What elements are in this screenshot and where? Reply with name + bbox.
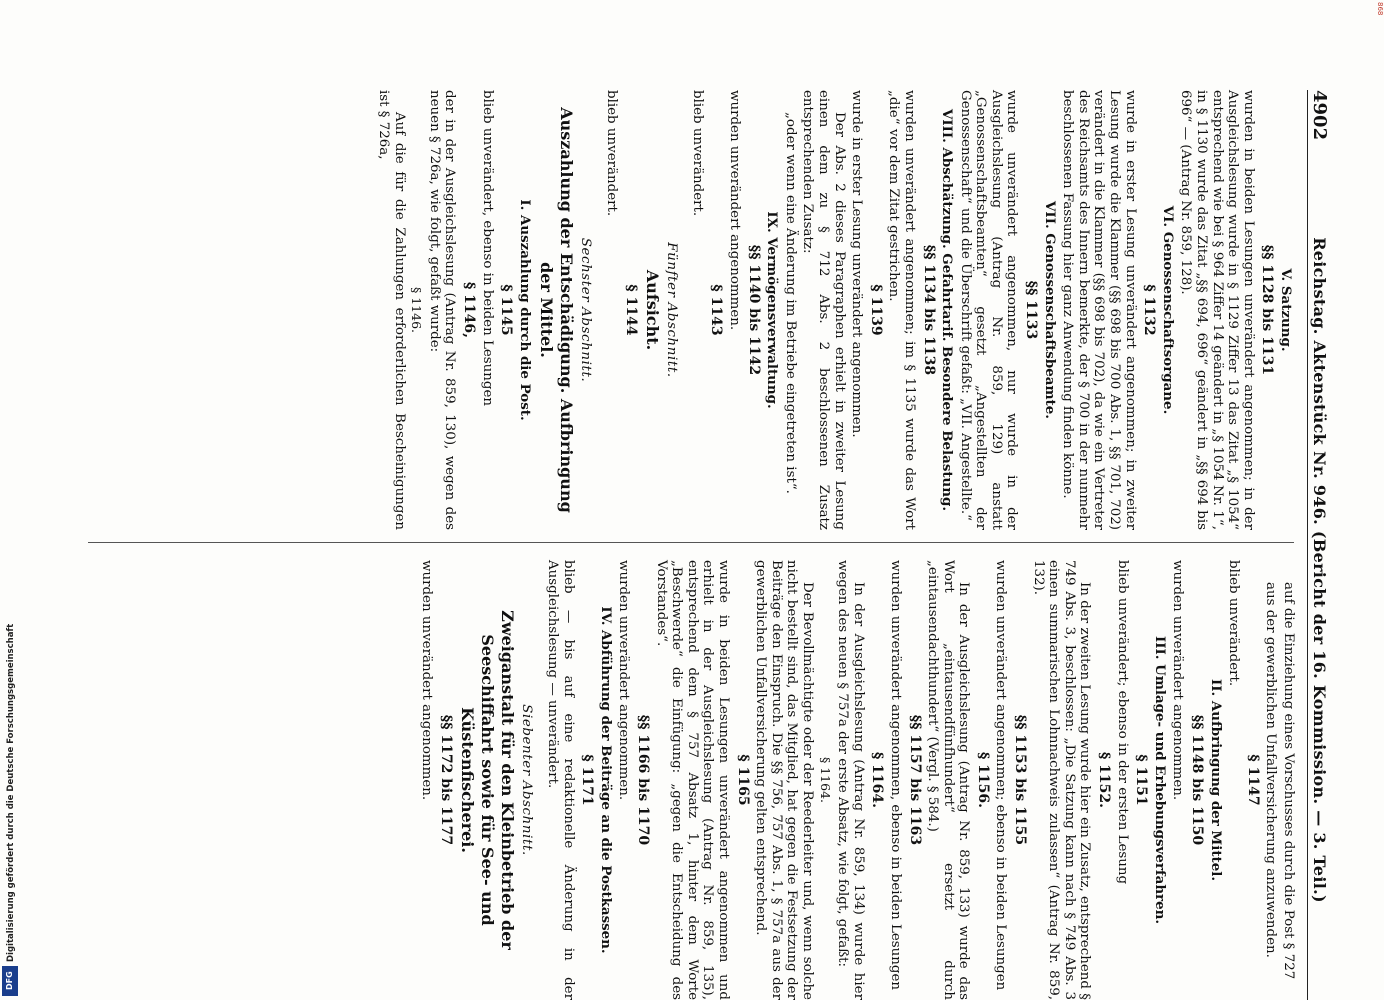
- paragraph: Der Abs. 2 dieses Paragraphen erhielt in zweiter Lesung einen dem zu § 712 Abs. 2 beschlossenen Zusatz entsprechenden Zusatz:: [800, 90, 847, 530]
- chapter-heading: Aufsicht.: [642, 269, 662, 351]
- paragraph: der in der Ausgleichslesung (Antrag Nr. 859, 130), wegen des neuen § 726a, wie folgt, gefaßt wurde:: [426, 90, 458, 530]
- section-heading: VI. Genossenschaftsorgane.: [1159, 205, 1176, 415]
- paragraph-number: § 1147: [1244, 754, 1261, 806]
- section-heading: III. Umlage- und Erhebungsverfahren.: [1151, 635, 1168, 925]
- paragraph: aus der gewerblichen Unfallversicherung anzuwenden.: [1263, 582, 1279, 958]
- paragraph-number: § 1146,: [461, 281, 478, 339]
- section-heading: VII. Genossenschaftsbeamte.: [1041, 201, 1058, 419]
- paragraph-number: §§ 1172 bis 1177: [437, 714, 454, 846]
- paragraph-number: § 1144: [622, 284, 639, 336]
- paragraph: wurden unverändert angenommen; im § 1135 wurde das Wort „die“ vor dem Zitat gestrichen.: [886, 90, 917, 530]
- section-heading: II. Aufbringung der Mittel.: [1207, 679, 1224, 881]
- paragraph: auf die Einziehung eines Vorschusses durch die Post § 727: [1281, 582, 1296, 980]
- column-divider: [88, 542, 1294, 543]
- paragraph-number: §§ 1133: [1023, 280, 1040, 340]
- chapter-label: Siebenter Abschnitt.: [519, 704, 535, 856]
- paragraph: blieb — bis auf eine redaktionelle Änderung in der Ausgleichslesung — unverändert.: [545, 560, 576, 1000]
- digitization-margin: [0, 0, 22, 1000]
- paragraph-number: § 1152.: [1096, 751, 1113, 809]
- paragraph: „oder wenn eine Änderung im Betriebe eingetreten ist“.: [782, 112, 798, 494]
- paragraph-number: §§ 1153 bis 1155: [1012, 714, 1029, 846]
- paragraph-number: § 1143: [708, 284, 725, 336]
- paragraph: wurde in erster Lesung unverändert angenommen.: [849, 90, 865, 438]
- paragraph-number: §§ 1166 bis 1170: [635, 714, 652, 846]
- section-heading: V. Satzung.: [1278, 268, 1294, 352]
- chapter-label: Sechster Abschnitt.: [578, 237, 594, 383]
- scan-page-number: 868: [1376, 2, 1384, 16]
- chapter-heading: Auszahlung der Entschädigung. Aufbringung der Mittel.: [536, 107, 576, 513]
- paragraph-number: § 1165: [734, 754, 751, 806]
- paragraph: wurde in erster Lesung unverändert angenommen; in zweiter Lesung wurde die Klammer (§§ 698 bis 700 Abs. 1, §§ 701, 702) verändert in die Klammer (§§ 698 bis 702), da wie ein Vertreter des Reichsamts des Innern bemerkte, der § 700 in der nunmehr beschlossenen Fassung hier ganz Anwendung finden könne.: [1060, 90, 1138, 530]
- paragraph: Der Bevollmächtigte oder der Reederleiter und, wenn solche nicht bestellt sind, das Mitglied, hat gegen die Festsetzung der Beiträge den Einspruch. Die §§ 756, 757 Abs. 1, § 757a aus der gewerblichen Unfallversicherung gelten entsprechend.: [753, 560, 815, 1000]
- paragraph: blieb unverändert.: [689, 90, 705, 217]
- paragraph: wurden unverändert angenommen.: [1170, 560, 1186, 801]
- paragraph: blieb unverändert.: [1226, 560, 1242, 687]
- rotated-page: [70, 90, 1330, 1000]
- section-heading: IX. Vermögensverwaltung.: [764, 211, 781, 409]
- paragraph-number: §§ 1140 bis 1142: [745, 244, 762, 376]
- section-heading: I. Auszahlung durch die Post.: [516, 199, 533, 421]
- paragraph: In der Ausgleichslesung (Antrag Nr. 859, 133) wurde das Wort „eintausendfünfhundert“ ersetzt durch „eintausendachthundert“ (Vergl. § 584.): [925, 560, 972, 1000]
- paragraph-number: §§ 1128 bis 1131: [1259, 244, 1276, 376]
- paragraph: In der Ausgleichslesung (Antrag Nr. 859, 134) wurde hier wegen des neuen § 757a der erste Absatz, wie folgt, gefaßt:: [835, 560, 866, 1000]
- section-heading: IV. Abführung der Beiträge an die Postkassen.: [597, 606, 614, 954]
- paragraph-number: §§ 1157 bis 1163: [906, 714, 923, 846]
- quoted-paragraph-number: § 1164.: [817, 756, 833, 803]
- paragraph: blieb unverändert, ebenso in beiden Lesungen: [479, 90, 495, 407]
- paragraph-number: § 1151: [1133, 754, 1150, 806]
- paragraph: wurden unverändert angenommen.: [419, 560, 435, 801]
- chapter-heading: Zweiganstalt für den Kleinbetrieb der Seeschiffahrt sowie für See- und Küstenfischerei.: [457, 610, 517, 950]
- paragraph-number: §§ 1148 bis 1150: [1189, 714, 1206, 846]
- paragraph-number: § 1132: [1141, 284, 1158, 336]
- left-column: [374, 90, 1297, 530]
- right-column: [417, 560, 1296, 1000]
- paragraph: In der zweiten Lesung wurde hier ein Zusatz, entsprechend § 749 Abs. 3, beschlossen: „Die Satzung kann nach § 749 Abs. 3 einen summarischen Lohnnachweis zulassen“ (Antrag Nr. 859, 132).: [1030, 560, 1093, 1000]
- paragraph-number: § 1145: [498, 284, 515, 336]
- quoted-paragraph-number: § 1146.: [409, 286, 425, 333]
- paragraph: blieb unverändert.: [604, 90, 620, 217]
- paragraph: Auf die für die Zahlungen erforderlichen Bescheinigungen ist § 726a,: [376, 90, 407, 530]
- paragraph-number: § 1156.: [974, 751, 991, 809]
- paragraph-number: § 1139: [867, 284, 884, 336]
- dfg-logo-icon: DFG: [2, 966, 18, 996]
- page-number: 4902: [1308, 90, 1330, 141]
- paragraph: wurden unverändert angenommen, ebenso in beiden Lesungen: [887, 560, 903, 991]
- paragraph: blieb unverändert; ebenso in der ersten Lesung: [1114, 560, 1130, 885]
- paragraph-number: § 1171: [579, 754, 596, 806]
- paragraph-number: §§ 1134 bis 1138: [920, 244, 937, 376]
- paragraph-number: § 1164.: [869, 751, 886, 809]
- paragraph: wurden unverändert angenommen; ebenso in beiden Lesungen: [993, 560, 1009, 991]
- paragraph: wurde in beiden Lesungen unverändert angenommen und erhielt in der Ausgleichslesung (Antrag Nr. 859, 135), entsprechend dem § 757 Absatz 1, hinter dem Worte „Beschwerde“ die Einfügung: „gegen die Entscheidung des Vorstandes“.: [653, 560, 731, 1000]
- digitization-notice: Digitalisierung gefördert durch die Deutsche Forschungsgemeinschaft: [6, 623, 16, 962]
- paragraph: wurden unverändert angenommen.: [727, 90, 742, 331]
- section-heading: VIII. Abschätzung. Gefahrtarif. Besondere Belastung.: [939, 108, 956, 512]
- paragraph: wurden in beiden Lesungen unverändert angenommen; in der Ausgleichslesung wurde in § 1129 Ziffer 13 das Zitat „§ 1054“ entsprechend wie bei § 964 Ziffer 14 geändert in „§ 1054 Nr. 1“, in § 1130 wurde das Zitat „§§ 694, 696“ geändert in „§§ 694 bis 696“ — (Antrag Nr. 859, 128).: [1178, 90, 1256, 530]
- running-header: [1307, 90, 1330, 1000]
- chapter-label: Fünfter Abschnitt.: [664, 242, 680, 378]
- paragraph: wurde unverändert angenommen, nur wurde in der Ausgleichslesung (Antrag Nr. 859, 129) anstatt „Genossenschaftsbeamten“ gesetzt „Angestellten der Genossenschaft“ und die Überschrift gefaßt: „VII. Angestellte.“: [957, 90, 1020, 530]
- header-title: Reichstag. Aktenstück Nr. 946. (Bericht der 16. Kommission. — 3. Teil.): [1309, 237, 1329, 903]
- paragraph: wurden unverändert angenommen.: [616, 560, 632, 801]
